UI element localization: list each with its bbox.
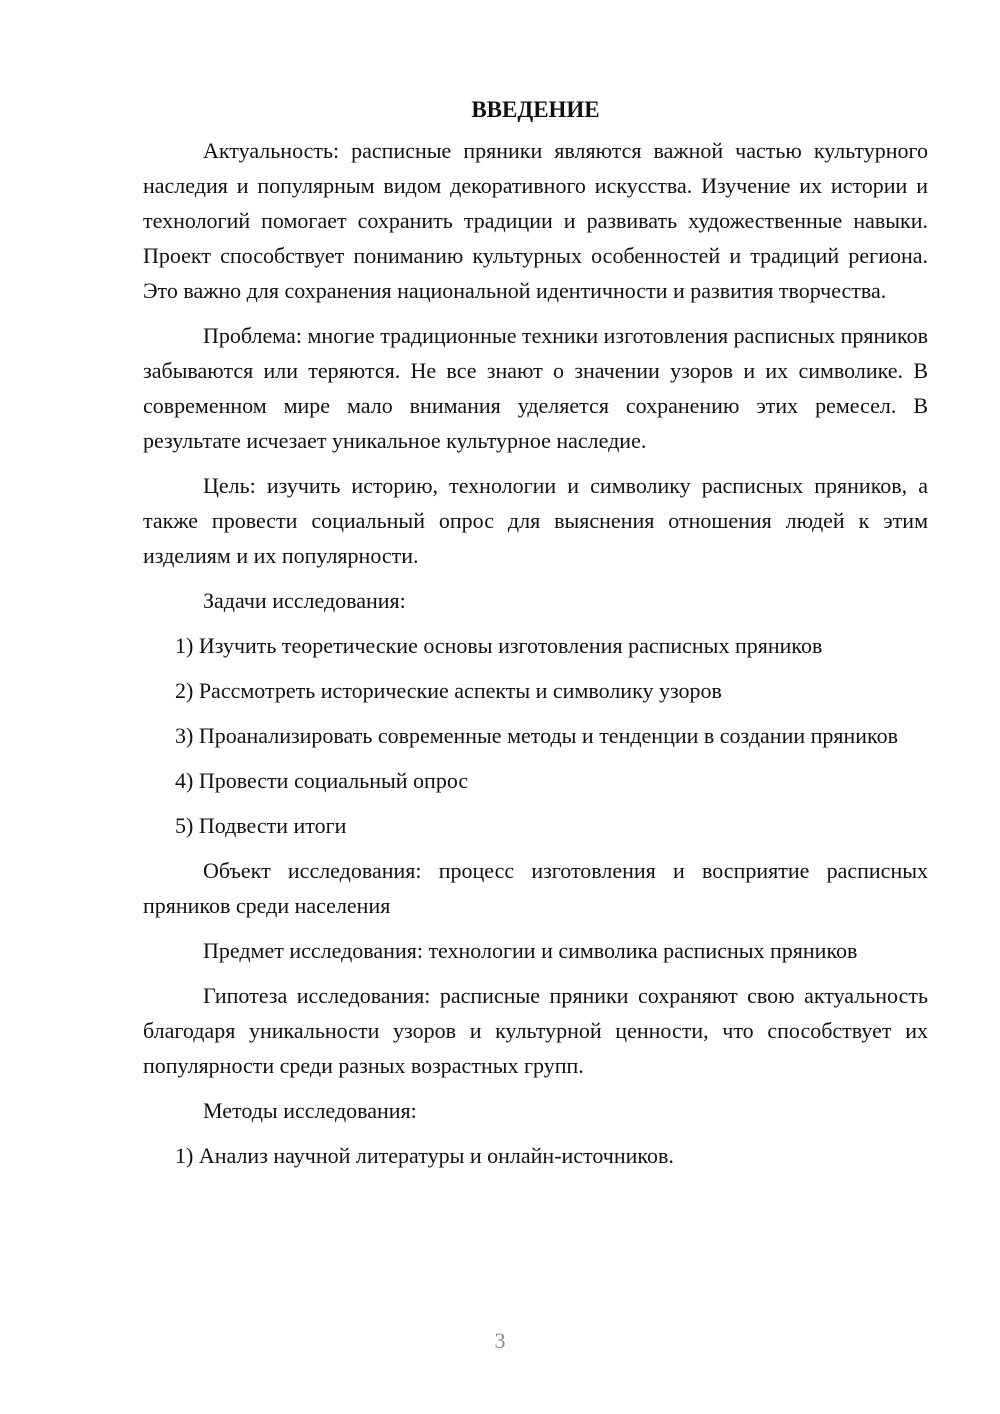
relevance-paragraph: Актуальность: расписные пряники являются важной частью культурного наследия и популярным видом декоративного искусства. Изучение их истории и технологий помогает сохранить традиции и развивать художественные навыки. Проект способствует пониманию культурных особенностей и традиций региона. Это важно для сохранения национальной идентичности и развития творчества. <box>143 138 928 303</box>
tasks-heading: Задачи исследования: <box>203 588 406 613</box>
problem-paragraph: Проблема: многие традиционные техники изготовления расписных пряников забываются или теряются. Не все знают о значении узоров и их символике. В современном мире мало внимания уделяется сохранению этих ремесел. В результате исчезает уникальное культурное наследие. <box>143 323 928 453</box>
task-item-2: 2) Рассмотреть исторические аспекты и символику узоров <box>175 678 722 703</box>
page-title: ВВЕДЕНИЕ <box>471 97 600 122</box>
object-paragraph: Объект исследования: процесс изготовления и восприятие расписных пряников среди населения <box>143 858 928 918</box>
method-item-1: 1) Анализ научной литературы и онлайн-источников. <box>175 1143 674 1168</box>
task-item-5: 5) Подвести итоги <box>175 813 347 838</box>
subject-paragraph: Предмет исследования: технологии и символика расписных пряников <box>203 938 858 963</box>
task-item-4: 4) Провести социальный опрос <box>175 768 469 793</box>
page-number: 3 <box>494 1328 506 1353</box>
task-item-1: 1) Изучить теоретические основы изготовления расписных пряников <box>175 633 823 658</box>
task-item-3: 3) Проанализировать современные методы и тенденции в создании пряников <box>175 723 899 748</box>
hypothesis-paragraph: Гипотеза исследования: расписные пряники сохраняют свою актуальность благодаря уникальности узоров и культурной ценности, что способствует их популярности среди разных возрастных групп. <box>143 983 928 1078</box>
document-page <box>143 92 928 1183</box>
goal-paragraph: Цель: изучить историю, технологии и символику расписных пряников, а также провести социальный опрос для выяснения отношения людей к этим изделиям и их популярности. <box>143 473 928 568</box>
methods-heading: Методы исследования: <box>203 1098 417 1123</box>
